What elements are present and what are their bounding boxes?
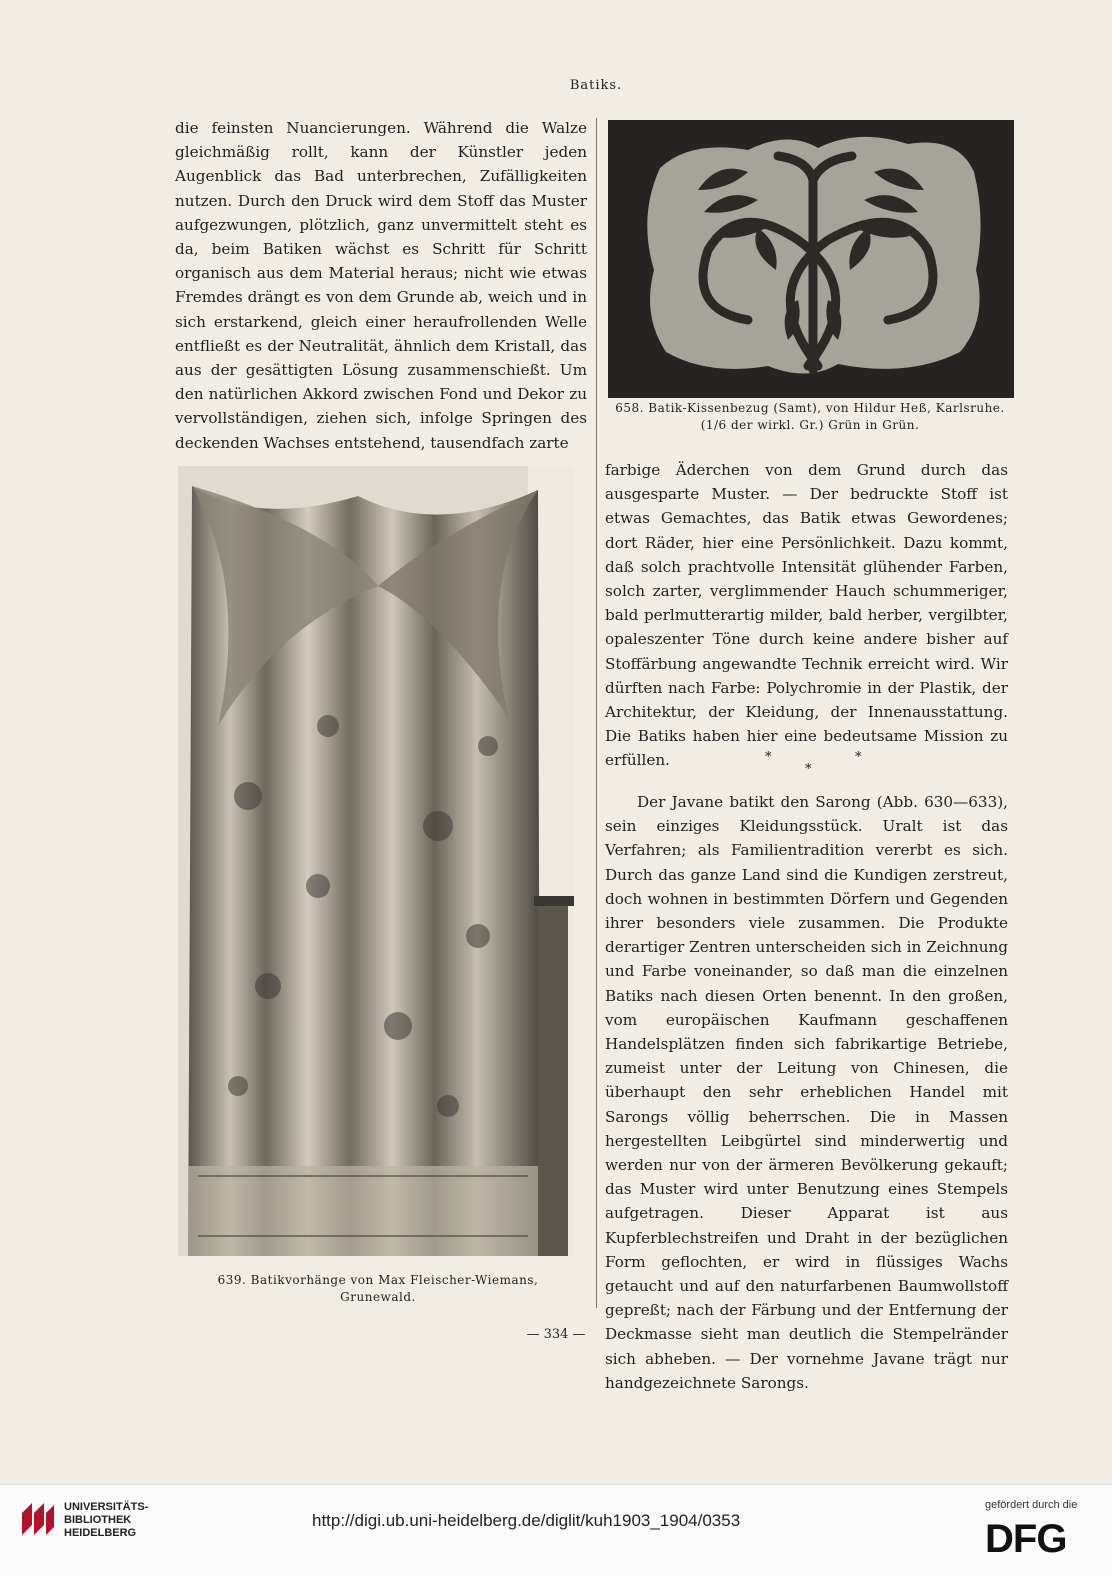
permalink-url[interactable]: http://digi.ub.uni-heidelberg.de/diglit/kuh1903_1904/0353 xyxy=(312,1511,741,1530)
running-header: Batiks. xyxy=(569,78,623,93)
column-divider xyxy=(596,118,597,1308)
funding-label: gefördert durch die xyxy=(985,1499,1078,1511)
cushion-pattern-illustration xyxy=(608,120,1014,398)
section-separator xyxy=(605,750,1008,790)
institution-line: HEIDELBERG xyxy=(64,1527,137,1539)
asterisk: * xyxy=(805,762,812,777)
caption-line: 658. Batik-Kissenbezug (Samt), von Hildur Heß, Karlsruhe. xyxy=(615,401,1005,415)
figure-639-caption xyxy=(180,1272,576,1306)
institution-line: BIBLIOTHEK xyxy=(64,1514,132,1526)
right-column-text xyxy=(605,458,1008,773)
left-column-text xyxy=(175,116,587,455)
footer-bar xyxy=(0,1484,1112,1575)
left-paragraph: die feinsten Nuancierungen. Während die Walze gleichmäßig rollt, kann der Künstler jeden Augenblick das Bad unterbrechen, Zufälligkeiten nutzen. Durch den Druck wird dem Stoff das Muster aufgezwungen, plötzlich, ganz unvermittelt steht es da, beim Batiken wächst es Schritt für Schritt organisch aus dem Material heraus; nicht wie etwas Fremdes drängt es von dem Grunde ab, weich und in sich erstarkend, gleich einer heraufrollenden Welle entfließt es der Neutralität, ähnlich dem Kristall, das aus der gesättigten Lösung zusammenschießt. Um den natürlichen Akkord zwischen Fond und Dekor zu vervollständigen, ziehen sich, infolge Springen des deckenden Wachses entstehend, tausendfach zarte xyxy=(175,119,587,452)
right-paragraph-1: farbige Äderchen von dem Grund durch das ausgesparte Muster. — Der bedruckte Stoff ist etwas Gemachtes, das Batik etwas Gewordenes; dort Räder, hier eine Persönlichkeit. Dazu kommt, daß solch prachtvolle Intensität glühender Farben, solch zarter, verglimmender Hauch schummeriger, bald perlmutterartig milder, bald herber, vergilbter, opaleszenter Töne durch keine andere bisher auf Stoffärbung angewandte Technik erreicht wird. Wir dürften nach Farbe: Polychromie in der Plastik, der Architektur, der Kleidung, der Innenausstattung. Die Batiks haben hier eine bedeutsame Mission zu erfüllen. xyxy=(605,461,1008,770)
asterisk: * xyxy=(855,750,862,765)
dfg-logo[interactable]: DFG xyxy=(985,1517,1067,1561)
asterisk: * xyxy=(765,750,772,765)
caption-line: Grunewald. xyxy=(340,1290,416,1304)
university-library-logo-icon[interactable] xyxy=(18,1499,58,1539)
curtain-photo-illustration xyxy=(178,466,574,1256)
figure-639-image xyxy=(178,466,574,1256)
institution-line: UNIVERSITÄTS- xyxy=(64,1501,149,1513)
page-number: — 334 — xyxy=(526,1327,586,1342)
figure-658-image xyxy=(608,120,1014,398)
institution-name xyxy=(64,1501,148,1540)
caption-line: (1/6 der wirkl. Gr.) Grün in Grün. xyxy=(700,418,920,432)
right-column-text-2 xyxy=(605,790,1008,1395)
caption-line: 639. Batikvorhänge von Max Fleischer-Wiemans, xyxy=(217,1273,539,1287)
figure-658-caption xyxy=(600,400,1020,434)
right-paragraph-2: Der Javane batikt den Sarong (Abb. 630—633), sein einziges Kleidungsstück. Uralt ist das Verfahren; als Familientradition vererbt es sich. Durch das ganze Land sind die Kundigen zerstreut, doch wohnen in bestimmten Dörfern und Gegenden ihrer besonders viele zusammen. Die Produkte derartiger Zentren unterscheiden sich in Zeichnung und Farbe voneinander, so daß man die einzelnen Batiks nach diesen Orten benennt. In den großen, vom europäischen Kaufmann geschaffenen Handelsplätzen finden sich fabrikartige Betriebe, zumeist unter der Leitung von Chinesen, die überhaupt den sehr erheblichen Handel mit Sarongs völlig beherrschen. Die in Massen hergestellten Leibgürtel sind minderwertig und werden nur von der ärmeren Bevölkerung gekauft; das Muster wird unter Benutzung eines Stempels aufgetragen. Dieser Apparat ist aus Kupferblechstreifen und Draht in der bezüglichen Form geflochten, er wird in flüssiges Wachs getaucht und auf den naturfarbenen Baumwollstoff gepreßt; nach der Färbung und der Entfernung der Deckmasse sieht man deutlich die Stempelränder sich abheben. — Der vornehme Javane trägt nur handgezeichnete Sarongs. xyxy=(605,793,1008,1392)
